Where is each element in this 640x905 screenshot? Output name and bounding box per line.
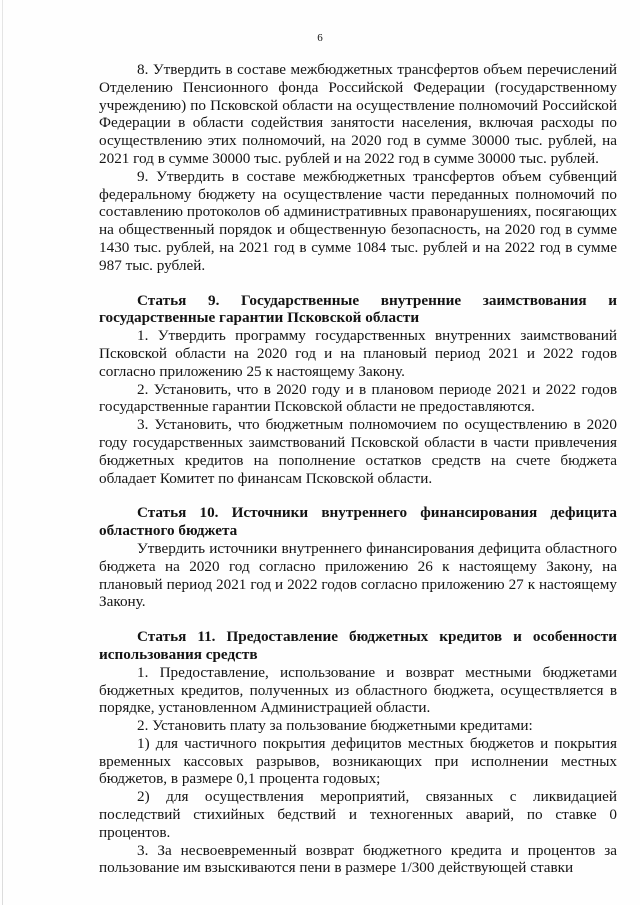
page-edge <box>2 0 3 905</box>
article-9-paragraph-1: 1. Утвердить программу государственных внутренних заимствований Псковской области на 2020 год и на плановый период 2021 и 2022 годов согласно приложению 25 к настоящему Закону. <box>99 327 617 380</box>
article-9-title: Статья 9. Государственные внутренние заимствования и государственные гарантии Псковской области <box>99 291 617 327</box>
section-gap <box>99 611 617 628</box>
article-9-paragraph-2: 2. Установить, что в 2020 году и в плановом периоде 2021 и 2022 годов государственные гарантии Псковской области не предоставляются. <box>99 380 617 416</box>
document-body <box>99 61 617 877</box>
article-9-paragraph-3: 3. Установить, что бюджетным полномочием по осуществлению в 2020 году государственных заимствований Псковской области в части привлечения бюджетных кредитов на пополнение остатков средств на счете бюджета обладает Комитет по финансам Псковской области. <box>99 416 617 487</box>
section-gap <box>99 487 617 504</box>
article-11-title: Статья 11. Предоставление бюджетных кредитов и особенности использования средств <box>99 628 617 663</box>
page-number: 6 <box>317 32 323 44</box>
article-11-heading <box>99 628 617 664</box>
article-11-subparagraph-2: 2) для осуществления мероприятий, связанных с ликвидацией последствий стихийных бедствий и техногенных аварий, по ставке 0 процентов. <box>99 788 617 841</box>
paragraph-9: 9. Утвердить в составе межбюджетных трансфертов объем субвенций федеральному бюджету на осуществление части переданных полномочий по составлению протоколов об административных правонарушениях, посягающих на общественный порядок и общественную безопасность, на 2020 год в сумме 1430 тыс. рублей, на 2021 год в сумме 1084 тыс. рублей и на 2022 год в сумме 987 тыс. рублей. <box>99 167 617 274</box>
article-11-paragraph-2: 2. Установить плату за пользование бюджетными кредитами: <box>137 717 533 735</box>
article-10-paragraph-1: Утвердить источники внутреннего финансирования дефицита областного бюджета на 2020 год согласно приложению 26 к настоящему Закону, на плановый период 2021 год и 2022 годов согласно приложению 27 к настоящему Закону. <box>99 539 617 611</box>
paragraph-8: 8. Утвердить в составе межбюджетных трансфертов объем перечислений Отделению Пенсионного фонда Российской Федерации (государственному учреждению) по Псковской области на осуществление полномочий Российской Федерации в области содействия занятости населения, включая расходы по осуществлению этих полномочий, на 2020 год в сумме 30000 тыс. рублей, на 2021 год в сумме 30000 тыс. рублей и на 2022 год в сумме 30000 тыс. рублей. <box>99 61 617 167</box>
article-9-heading <box>99 292 617 328</box>
section-gap <box>99 275 617 292</box>
article-10-heading <box>99 504 617 540</box>
article-11-paragraph-3: 3. За несвоевременный возврат бюджетного кредита и процентов за пользование им взыскиваются пени в размере 1/300 действующей ставки <box>99 841 617 877</box>
article-11-subparagraph-1: 1) для частичного покрытия дефицитов местных бюджетов и покрытия временных кассовых разрывов, возникающих при исполнении местных бюджетов, в размере 0,1 процента годовых; <box>99 734 617 788</box>
article-10-title: Статья 10. Источники внутреннего финансирования дефицита областного бюджета <box>99 504 617 540</box>
article-11-paragraph-1: 1. Предоставление, использование и возврат местными бюджетами бюджетных кредитов, полученных из областного бюджета, осуществляется в порядке, установленном Администрацией области. <box>99 663 617 717</box>
